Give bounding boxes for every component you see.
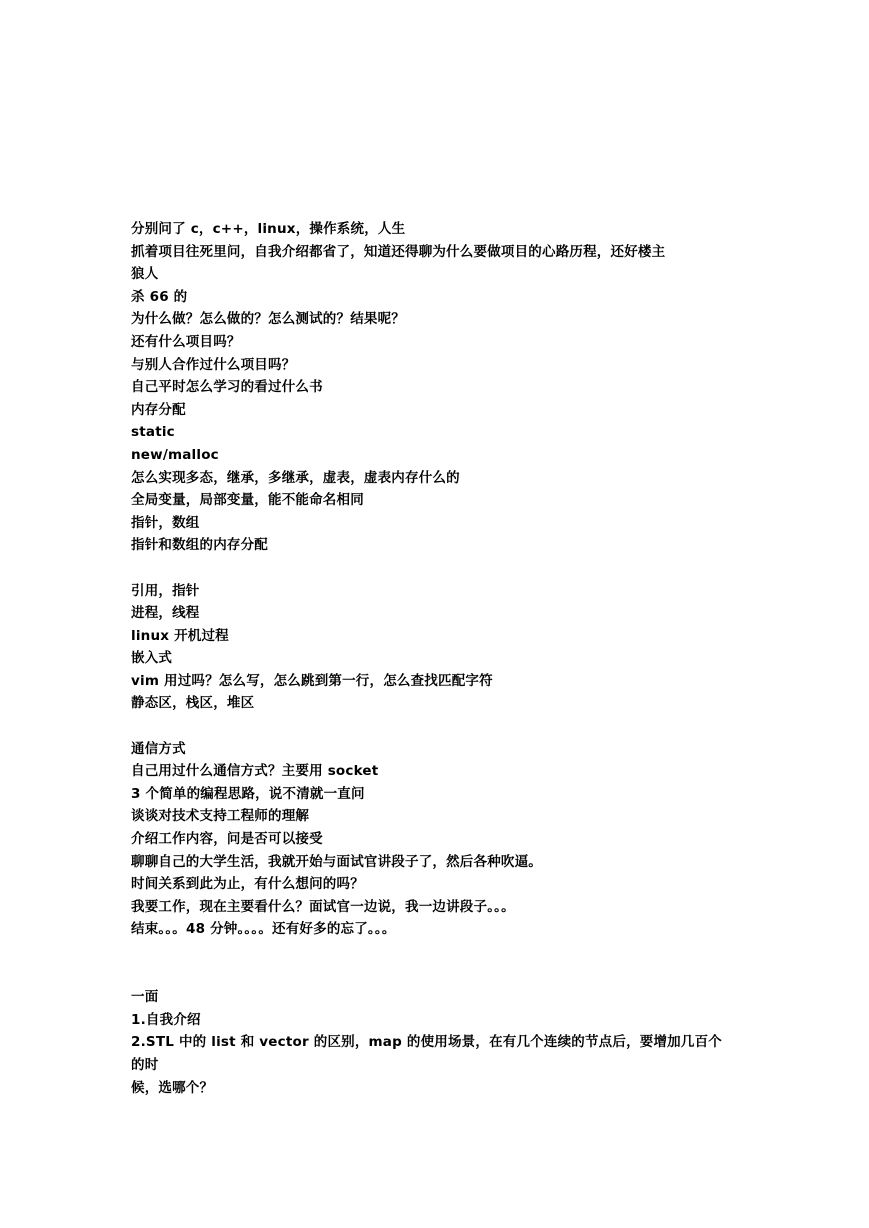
text-line: 自己平时怎么学习的看过什么书 <box>131 379 323 396</box>
text-line: linux 开机过程 <box>131 627 229 644</box>
text-line: 怎么实现多态，继承，多继承，虚表，虚表内存什么的 <box>131 469 460 486</box>
text-line: 与别人合作过什么项目吗？ <box>131 356 296 373</box>
text-line: 2.STL 中的 list 和 vector 的区别，map 的使用场景，在有几个连续的节点后，要增加几百个 <box>131 1034 722 1051</box>
section-interview-questions <box>131 218 751 557</box>
blank-line <box>131 557 751 580</box>
text-line: 3 个简单的编程思路，说不清就一直问 <box>131 785 365 802</box>
text-line: 谈谈对技术支持工程师的理解 <box>131 808 310 825</box>
text-line: 抓着项目往死里问，自我介绍都省了，知道还得聊为什么要做项目的心路历程，还好楼主 <box>131 243 666 260</box>
text-line: 全局变量，局部变量，能不能命名相同 <box>131 492 364 509</box>
text-line: 还有什么项目吗？ <box>131 333 241 350</box>
text-line: 候，选哪个？ <box>131 1079 214 1096</box>
section-first-round <box>131 986 751 1099</box>
document-body <box>131 218 751 1099</box>
text-line: 杀 66 的 <box>131 288 188 305</box>
text-line: 内存分配 <box>131 401 186 418</box>
text-line: static <box>131 424 175 441</box>
text-line: 狼人 <box>131 266 159 283</box>
text-line: 结束。。。48 分钟。。。。还有好多的忘了。。。 <box>131 921 396 938</box>
text-line: 指针，数组 <box>131 514 200 531</box>
text-line: 的时 <box>131 1056 159 1073</box>
text-line: vim 用过吗？怎么写，怎么跳到第一行，怎么查找匹配字符 <box>131 672 493 689</box>
blank-line <box>131 715 751 738</box>
text-line: 聊聊自己的大学生活，我就开始与面试官讲段子了，然后各种吹逼。 <box>131 853 542 870</box>
section-communication <box>131 738 751 941</box>
text-line: 自己用过什么通信方式？主要用 socket <box>131 763 379 780</box>
text-line: 指针和数组的内存分配 <box>131 537 268 554</box>
blank-line <box>131 941 751 986</box>
text-line: 我要工作，现在主要看什么？面试官一边说，我一边讲段子。。。 <box>131 898 515 915</box>
section-heading: 一面 <box>131 989 159 1006</box>
text-line: 分别问了 c，c++，linux，操作系统，人生 <box>131 221 406 237</box>
text-line: 嵌入式 <box>131 650 173 667</box>
text-line: 1.自我介绍 <box>131 1011 201 1028</box>
section-technical-topics <box>131 580 751 716</box>
text-line: 进程，线程 <box>131 605 200 622</box>
text-line: 时间关系到此为止，有什么想问的吗？ <box>131 876 364 893</box>
text-line: new/malloc <box>131 446 219 463</box>
text-line: 通信方式 <box>131 740 186 757</box>
text-line: 为什么做？怎么做的？怎么测试的？结果呢？ <box>131 311 405 328</box>
text-line: 介绍工作内容，问是否可以接受 <box>131 831 323 848</box>
text-line: 静态区，栈区，堆区 <box>131 695 255 712</box>
text-line: 引用，指针 <box>131 582 200 599</box>
